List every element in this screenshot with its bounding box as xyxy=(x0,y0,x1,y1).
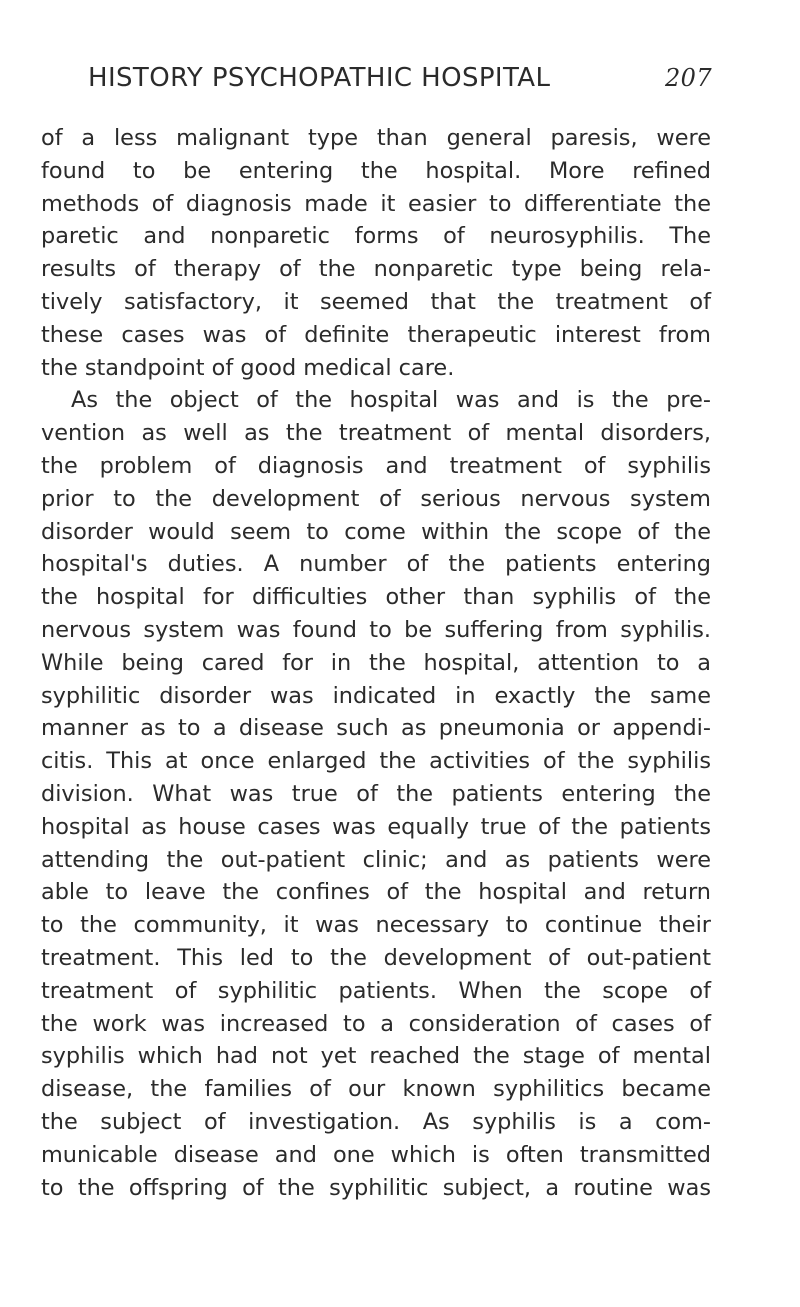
text-line: disease, the families of our known syphilitics became xyxy=(41,1076,711,1103)
text-line: prior to the development of serious nervous system xyxy=(41,485,711,512)
text-line: methods of diagnosis made it easier to differentiate the xyxy=(41,190,711,217)
text-line: division. What was true of the patients entering the xyxy=(41,780,711,807)
text-line: municable disease and one which is often transmitted xyxy=(41,1141,711,1168)
text-line: the hospital for difficulties other than syphilis of the xyxy=(41,584,711,611)
text-line: manner as to a disease such as pneumonia or appendi- xyxy=(41,715,711,742)
text-line: disorder would seem to come within the scope of the xyxy=(41,518,711,545)
text-line: hospital as house cases was equally true of the patients xyxy=(41,813,711,840)
text-line: the subject of investigation. As syphilis is a com- xyxy=(41,1108,711,1135)
running-title: HISTORY PSYCHOPATHIC HOSPITAL xyxy=(88,63,551,93)
text-line: treatment. This led to the development of out-patient xyxy=(41,944,711,971)
text-line: found to be entering the hospital. More refined xyxy=(41,157,711,184)
text-line: While being cared for in the hospital, attention to a xyxy=(41,649,711,676)
text-line: to the offspring of the syphilitic subject, a routine was xyxy=(41,1174,711,1201)
text-line: paretic and nonparetic forms of neurosyphilis. The xyxy=(41,223,711,250)
paragraph-start-line: As the object of the hospital was and is the pre- xyxy=(71,387,711,414)
text-line: attending the out-patient clinic; and as patients were xyxy=(41,846,711,873)
text-line: treatment of syphilitic patients. When the scope of xyxy=(41,977,711,1004)
text-line: nervous system was found to be suffering from syphilis. xyxy=(41,616,711,643)
text-line: vention as well as the treatment of mental disorders, xyxy=(41,420,711,447)
text-line: the problem of diagnosis and treatment of syphilis xyxy=(41,452,711,479)
text-line: these cases was of definite therapeutic interest from xyxy=(41,321,711,348)
body-text xyxy=(41,122,711,1204)
text-line: tively satisfactory, it seemed that the treatment of xyxy=(41,288,711,315)
text-line: results of therapy of the nonparetic type being rela- xyxy=(41,256,711,283)
page-number: 207 xyxy=(664,64,712,92)
text-line: the work was increased to a consideration of cases of xyxy=(41,1010,711,1037)
text-line: to the community, it was necessary to continue their xyxy=(41,912,711,939)
text-line: syphilis which had not yet reached the stage of mental xyxy=(41,1043,711,1070)
paragraph-end-line: the standpoint of good medical care. xyxy=(41,354,455,381)
text-line: hospital's duties. A number of the patients entering xyxy=(41,551,711,578)
text-line: syphilitic disorder was indicated in exactly the same xyxy=(41,682,711,709)
text-line: of a less malignant type than general paresis, were xyxy=(41,125,711,151)
running-header xyxy=(88,58,712,98)
text-line: able to leave the confines of the hospital and return xyxy=(41,879,711,906)
text-line: citis. This at once enlarged the activities of the syphilis xyxy=(41,748,711,775)
